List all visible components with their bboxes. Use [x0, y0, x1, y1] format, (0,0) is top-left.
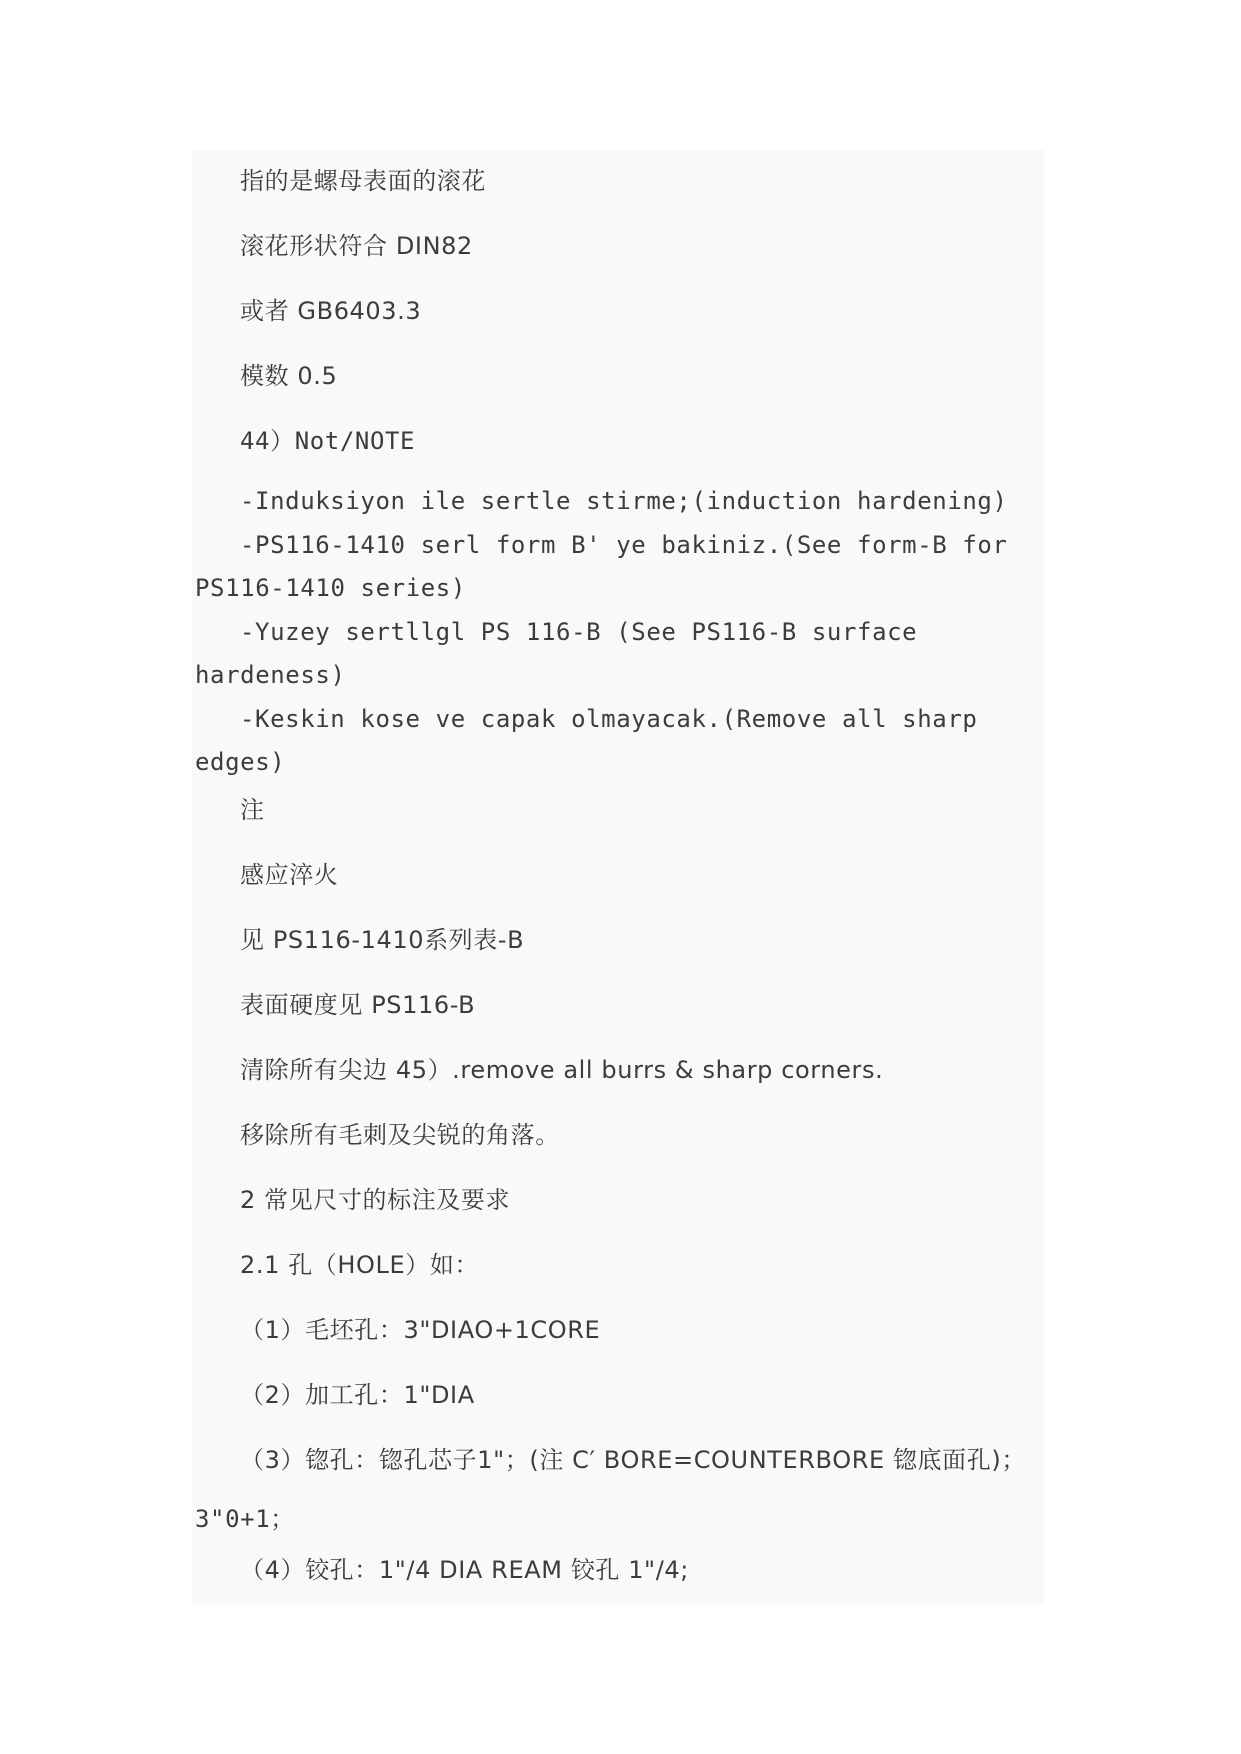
list-item-ream: （4）铰孔：1"/4 DIA REAM 铰孔 1"/4; [240, 1556, 689, 1584]
text-line-note-cn: 注 [240, 796, 265, 824]
text-line-knurl-din82: 滚花形状符合 DIN82 [240, 232, 473, 260]
section-heading-hole: 2.1 孔（HOLE）如： [240, 1251, 480, 1279]
section-heading-dimensions: 2 常见尺寸的标注及要求 [240, 1186, 511, 1214]
text-line-remove-burrs: 清除所有尖边 45）.remove all burrs & sharp corners. [240, 1056, 884, 1084]
text-line-induction: -Induksiyon ile sertle stirme;(induction hardening) [240, 487, 1008, 515]
text-line-knurling-desc: 指的是螺母表面的滚花 [240, 167, 486, 195]
text-line-gb6403: 或者 GB6403.3 [240, 297, 422, 325]
text-line-induction-cn: 感应淬火 [240, 861, 339, 889]
text-line-surface-hardness-cont: hardeness) [195, 661, 346, 689]
text-line-series-table-cn: 见 PS116-1410系列表-B [240, 926, 525, 954]
text-line-module: 模数 0.5 [240, 362, 338, 390]
text-line-note-heading: 44）Not/NOTE [240, 427, 416, 455]
list-item-counterbore-cont: 3"0+1； [195, 1505, 295, 1533]
text-line-sharp-edges-cont: edges) [195, 748, 286, 776]
list-item-machined-hole: （2）加工孔：1"DIA [240, 1381, 475, 1409]
text-line-surface-hardness: -Yuzey sertllgl PS 116-B (See PS116-B surface [240, 618, 918, 646]
text-line-remove-burrs-cn: 移除所有毛刺及尖锐的角落。 [240, 1121, 560, 1149]
text-line-form-b-cont: PS116-1410 series) [195, 574, 466, 602]
text-line-hardness-cn: 表面硬度见 PS116-B [240, 991, 476, 1019]
list-item-rough-hole: （1）毛坯孔：3"DIAO+1CORE [240, 1316, 601, 1344]
text-line-sharp-edges: -Keskin kose ve capak olmayacak.(Remove all sharp [240, 705, 978, 733]
list-item-counterbore: （3）锪孔：锪孔芯子1"；(注 C′ BORE=COUNTERBORE 锪底面孔)； [240, 1446, 1026, 1474]
text-line-form-b: -PS116-1410 serl form B' ye bakiniz.(See form-B for [240, 531, 1008, 559]
